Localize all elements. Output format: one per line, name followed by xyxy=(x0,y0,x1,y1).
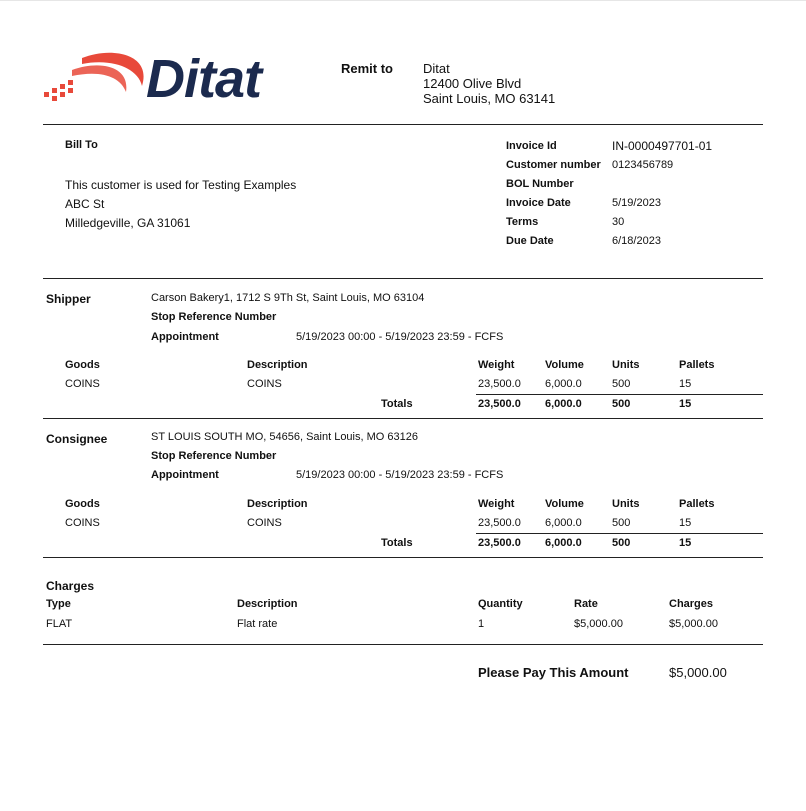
consignee-volume-header: Volume xyxy=(545,498,584,510)
invoice-date-value: 5/19/2023 xyxy=(612,197,661,209)
charges-charges-header: Charges xyxy=(669,598,714,610)
divider-shipper xyxy=(43,418,763,419)
divider-charges xyxy=(43,644,763,645)
shipper-totals-volume: 6,000.0 xyxy=(545,398,582,410)
shipper-row-weight: 23,500.0 xyxy=(478,378,521,390)
consignee-totals-rule xyxy=(476,533,763,534)
terms-label: Terms xyxy=(506,216,539,228)
consignee-pallets-header: Pallets xyxy=(679,498,715,510)
remit-city: Saint Louis, MO 63141 xyxy=(423,91,556,106)
remit-label: Remit to xyxy=(341,61,393,76)
shipper-units-header: Units xyxy=(612,359,640,371)
shipper-goods-header: Goods xyxy=(65,359,100,371)
logo-text: Ditat xyxy=(146,49,261,109)
consignee-address: ST LOUIS SOUTH MO, 54656, Saint Louis, MO 63126 xyxy=(151,431,418,443)
bill-to-line1: This customer is used for Testing Examples xyxy=(65,178,297,192)
shipper-appointment-value: 5/19/2023 00:00 - 5/19/2023 23:59 - FCFS xyxy=(296,331,504,343)
pay-amount-label: Please Pay This Amount xyxy=(478,665,629,680)
divider-consignee xyxy=(43,557,763,558)
consignee-totals-volume: 6,000.0 xyxy=(545,537,582,549)
consignee-row-pallets: 15 xyxy=(679,517,692,529)
logo-swoosh-icon xyxy=(42,46,162,108)
shipper-weight-header: Weight xyxy=(478,359,515,371)
charges-row-description: Flat rate xyxy=(237,618,278,630)
charges-row-type: FLAT xyxy=(46,618,73,630)
company-logo xyxy=(42,46,287,108)
consignee-row-volume: 6,000.0 xyxy=(545,517,582,529)
consignee-goods-header: Goods xyxy=(65,498,100,510)
charges-row-rate: $5,000.00 xyxy=(574,618,623,630)
charges-title: Charges xyxy=(46,579,95,593)
shipper-row-volume: 6,000.0 xyxy=(545,378,582,390)
customer-number-label: Customer number xyxy=(506,159,601,171)
consignee-totals-units: 500 xyxy=(612,537,631,549)
invoice-date-label: Invoice Date xyxy=(506,197,571,209)
shipper-stop-ref-label: Stop Reference Number xyxy=(151,311,277,323)
consignee-totals-weight: 23,500.0 xyxy=(478,537,521,549)
customer-number-value: 0123456789 xyxy=(612,159,674,171)
shipper-volume-header: Volume xyxy=(545,359,584,371)
consignee-row-units: 500 xyxy=(612,517,631,529)
consignee-totals-label: Totals xyxy=(381,537,413,549)
consignee-stop-ref-label: Stop Reference Number xyxy=(151,450,277,462)
consignee-label: Consignee xyxy=(46,432,108,446)
charges-row-charges: $5,000.00 xyxy=(669,618,718,630)
shipper-label: Shipper xyxy=(46,292,91,306)
due-date-value: 6/18/2023 xyxy=(612,235,661,247)
charges-type-header: Type xyxy=(46,598,71,610)
remit-name: Ditat xyxy=(423,61,450,76)
consignee-appointment-label: Appointment xyxy=(151,469,219,481)
consignee-weight-header: Weight xyxy=(478,498,515,510)
shipper-row-pallets: 15 xyxy=(679,378,692,390)
shipper-row-units: 500 xyxy=(612,378,631,390)
shipper-totals-label: Totals xyxy=(381,398,413,410)
bill-to-label: Bill To xyxy=(65,139,98,151)
consignee-units-header: Units xyxy=(612,498,640,510)
consignee-totals-pallets: 15 xyxy=(679,537,692,549)
due-date-label: Due Date xyxy=(506,235,554,247)
charges-row-quantity: 1 xyxy=(478,618,485,630)
shipper-row-goods: COINS xyxy=(65,378,100,390)
consignee-appointment-value: 5/19/2023 00:00 - 5/19/2023 23:59 - FCFS xyxy=(296,469,504,481)
bol-number-label: BOL Number xyxy=(506,178,574,190)
shipper-address: Carson Bakery1, 1712 S 9Th St, Saint Louis, MO 63104 xyxy=(151,292,425,304)
shipper-description-header: Description xyxy=(247,359,308,371)
shipper-appointment-label: Appointment xyxy=(151,331,219,343)
invoice-id-value: IN-0000497701-01 xyxy=(612,139,713,153)
charges-description-header: Description xyxy=(237,598,298,610)
remit-street: 12400 Olive Blvd xyxy=(423,76,522,91)
terms-value: 30 xyxy=(612,216,625,228)
consignee-row-description: COINS xyxy=(247,517,282,529)
shipper-pallets-header: Pallets xyxy=(679,359,715,371)
divider-header xyxy=(43,124,763,125)
bill-to-line2: ABC St xyxy=(65,197,105,211)
invoice-id-label: Invoice Id xyxy=(506,140,557,152)
page-top-border xyxy=(0,0,806,1)
shipper-row-description: COINS xyxy=(247,378,282,390)
consignee-row-goods: COINS xyxy=(65,517,100,529)
bill-to-line3: Milledgeville, GA 31061 xyxy=(65,216,191,230)
pay-amount-value: $5,000.00 xyxy=(669,665,727,680)
shipper-totals-rule xyxy=(476,394,763,395)
consignee-row-weight: 23,500.0 xyxy=(478,517,521,529)
shipper-totals-pallets: 15 xyxy=(679,398,692,410)
shipper-totals-units: 500 xyxy=(612,398,631,410)
charges-rate-header: Rate xyxy=(574,598,598,610)
shipper-totals-weight: 23,500.0 xyxy=(478,398,521,410)
divider-billto xyxy=(43,278,763,279)
charges-quantity-header: Quantity xyxy=(478,598,523,610)
consignee-description-header: Description xyxy=(247,498,308,510)
